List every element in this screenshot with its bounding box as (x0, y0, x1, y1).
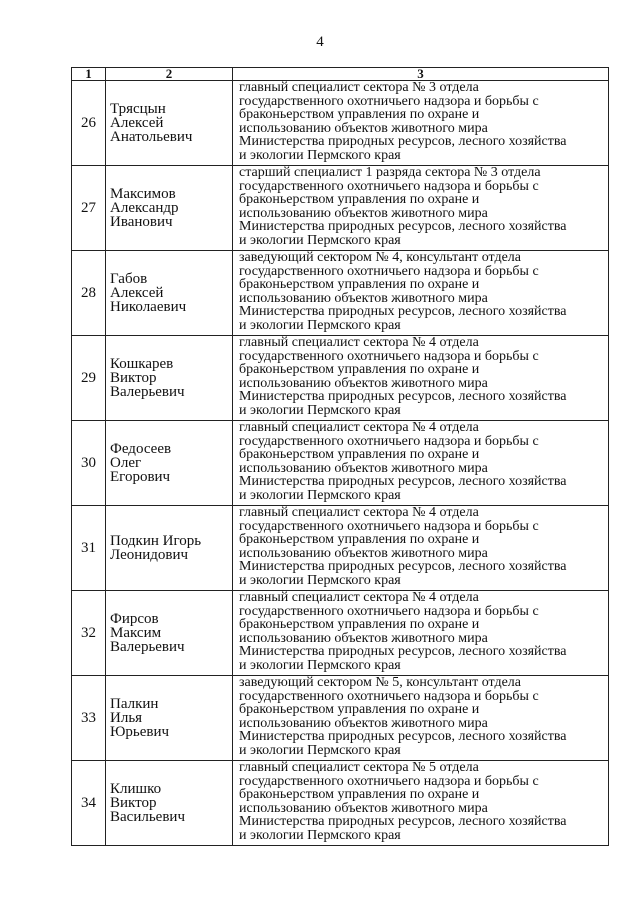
table-row (72, 166, 609, 251)
position-line: использованию объектов животного мира (239, 375, 488, 391)
position-line: Министерства природных ресурсов, лесного хозяйства (239, 814, 567, 830)
position-line: и экологии Пермского края (239, 147, 401, 163)
position-line: Министерства природных ресурсов, лесного хозяйства (239, 219, 567, 235)
employee-name (106, 251, 233, 336)
table-row (72, 761, 609, 846)
position-line: использованию объектов животного мира (239, 630, 488, 646)
position-line: государственного охотничьего надзора и борьбы с (239, 178, 539, 194)
position-line: Министерства природных ресурсов, лесного хозяйства (239, 389, 567, 405)
name-line: Виктор (110, 795, 157, 811)
position-line: главный специалист сектора № 4 отдела (239, 505, 479, 520)
position-line: государственного охотничьего надзора и борьбы с (239, 688, 539, 704)
position-line: использованию объектов животного мира (239, 460, 488, 476)
table-row (72, 251, 609, 336)
position-line: главный специалист сектора № 4 отдела (239, 590, 479, 605)
name-line: Егорович (110, 469, 171, 485)
name-line: Алексей (110, 115, 164, 131)
position-line: и экологии Пермского края (239, 232, 401, 248)
column-header-number: 1 (72, 68, 106, 81)
employee-position (233, 81, 609, 166)
name-line: Алексей (110, 285, 164, 301)
name-line: Максимов (110, 186, 176, 202)
position-line: использованию объектов животного мира (239, 800, 488, 816)
employee-name (106, 506, 233, 591)
row-number: 26 (72, 81, 106, 166)
name-line: Габов (110, 271, 148, 287)
employee-name (106, 421, 233, 506)
employee-name (106, 676, 233, 761)
employee-position (233, 676, 609, 761)
position-line: браконьерством управления по охране и (239, 702, 480, 718)
employee-position (233, 166, 609, 251)
row-number: 30 (72, 421, 106, 506)
name-line: Клишко (110, 781, 162, 797)
position-line: государственного охотничьего надзора и борьбы с (239, 603, 539, 619)
position-line: главный специалист сектора № 4 отдела (239, 420, 479, 435)
table-row (72, 506, 609, 591)
position-line: Министерства природных ресурсов, лесного хозяйства (239, 474, 567, 490)
position-line: государственного охотничьего надзора и борьбы с (239, 518, 539, 534)
position-line: и экологии Пермского края (239, 402, 401, 418)
employee-name (106, 761, 233, 846)
position-line: браконьерством управления по охране и (239, 107, 480, 123)
position-line: браконьерством управления по охране и (239, 532, 480, 548)
column-header-name: 2 (106, 68, 233, 81)
name-line: Виктор (110, 370, 157, 386)
name-line: Валерьевич (110, 384, 185, 400)
position-line: браконьерством управления по охране и (239, 447, 480, 463)
position-line: главный специалист сектора № 5 отдела (239, 760, 479, 775)
position-line: и экологии Пермского края (239, 742, 401, 758)
position-line: и экологии Пермского края (239, 317, 401, 333)
position-line: использованию объектов животного мира (239, 290, 488, 306)
position-line: государственного охотничьего надзора и борьбы с (239, 93, 539, 109)
page-number: 4 (316, 34, 324, 50)
row-number: 28 (72, 251, 106, 336)
row-number: 31 (72, 506, 106, 591)
employee-name (106, 336, 233, 421)
position-line: и экологии Пермского края (239, 827, 401, 843)
row-number: 33 (72, 676, 106, 761)
employee-table (71, 67, 609, 846)
name-line: Палкин (110, 696, 159, 712)
position-line: заведующий сектором № 5, консультант отдела (239, 675, 521, 690)
row-number: 34 (72, 761, 106, 846)
column-header-position: 3 (233, 68, 609, 81)
table-row (72, 336, 609, 421)
position-line: заведующий сектором № 4, консультант отдела (239, 250, 521, 265)
name-line: Олег (110, 455, 142, 471)
name-line: Валерьевич (110, 639, 185, 655)
employee-position (233, 506, 609, 591)
name-line: Иванович (110, 214, 173, 230)
employee-position (233, 251, 609, 336)
position-line: Министерства природных ресурсов, лесного хозяйства (239, 729, 567, 745)
name-line: Подкин Игорь (110, 533, 202, 549)
row-number: 32 (72, 591, 106, 676)
position-line: государственного охотничьего надзора и борьбы с (239, 773, 539, 789)
name-line: Трясцын (110, 101, 166, 117)
row-number: 29 (72, 336, 106, 421)
position-line: браконьерством управления по охране и (239, 787, 480, 803)
employee-position (233, 591, 609, 676)
employee-name (106, 81, 233, 166)
position-line: использованию объектов животного мира (239, 205, 488, 221)
name-line: Фирсов (110, 611, 159, 627)
position-line: Министерства природных ресурсов, лесного хозяйства (239, 134, 567, 150)
name-line: Александр (110, 200, 179, 216)
table-body (72, 81, 609, 846)
table-header-row (72, 68, 609, 81)
name-line: Николаевич (110, 299, 187, 315)
table-row (72, 676, 609, 761)
position-line: браконьерством управления по охране и (239, 617, 480, 633)
name-line: Юрьевич (110, 724, 170, 740)
name-line: Леонидович (110, 547, 189, 563)
position-line: использованию объектов животного мира (239, 120, 488, 136)
table-row (72, 421, 609, 506)
employee-position (233, 336, 609, 421)
position-line: старший специалист 1 разряда сектора № 3 отдела (239, 165, 541, 180)
position-line: Министерства природных ресурсов, лесного хозяйства (239, 559, 567, 575)
position-line: использованию объектов животного мира (239, 715, 488, 731)
name-line: Илья (110, 710, 143, 726)
position-line: и экологии Пермского края (239, 487, 401, 503)
position-line: Министерства природных ресурсов, лесного хозяйства (239, 644, 567, 660)
name-line: Максим (110, 625, 162, 641)
employee-position (233, 421, 609, 506)
name-line: Анатольевич (110, 129, 193, 145)
position-line: государственного охотничьего надзора и борьбы с (239, 433, 539, 449)
table-row (72, 591, 609, 676)
name-line: Кошкарев (110, 356, 174, 372)
position-line: главный специалист сектора № 3 отдела (239, 80, 479, 95)
position-line: государственного охотничьего надзора и борьбы с (239, 263, 539, 279)
position-line: и экологии Пермского края (239, 657, 401, 673)
position-line: браконьерством управления по охране и (239, 192, 480, 208)
employee-name (106, 591, 233, 676)
employee-name (106, 166, 233, 251)
name-line: Федосеев (110, 441, 172, 457)
position-line: и экологии Пермского края (239, 572, 401, 588)
position-line: браконьерством управления по охране и (239, 277, 480, 293)
position-line: использованию объектов животного мира (239, 545, 488, 561)
row-number: 27 (72, 166, 106, 251)
position-line: браконьерством управления по охране и (239, 362, 480, 378)
name-line: Васильевич (110, 809, 185, 825)
position-line: Министерства природных ресурсов, лесного хозяйства (239, 304, 567, 320)
table-row (72, 81, 609, 166)
position-line: главный специалист сектора № 4 отдела (239, 335, 479, 350)
position-line: государственного охотничьего надзора и борьбы с (239, 348, 539, 364)
employee-position (233, 761, 609, 846)
